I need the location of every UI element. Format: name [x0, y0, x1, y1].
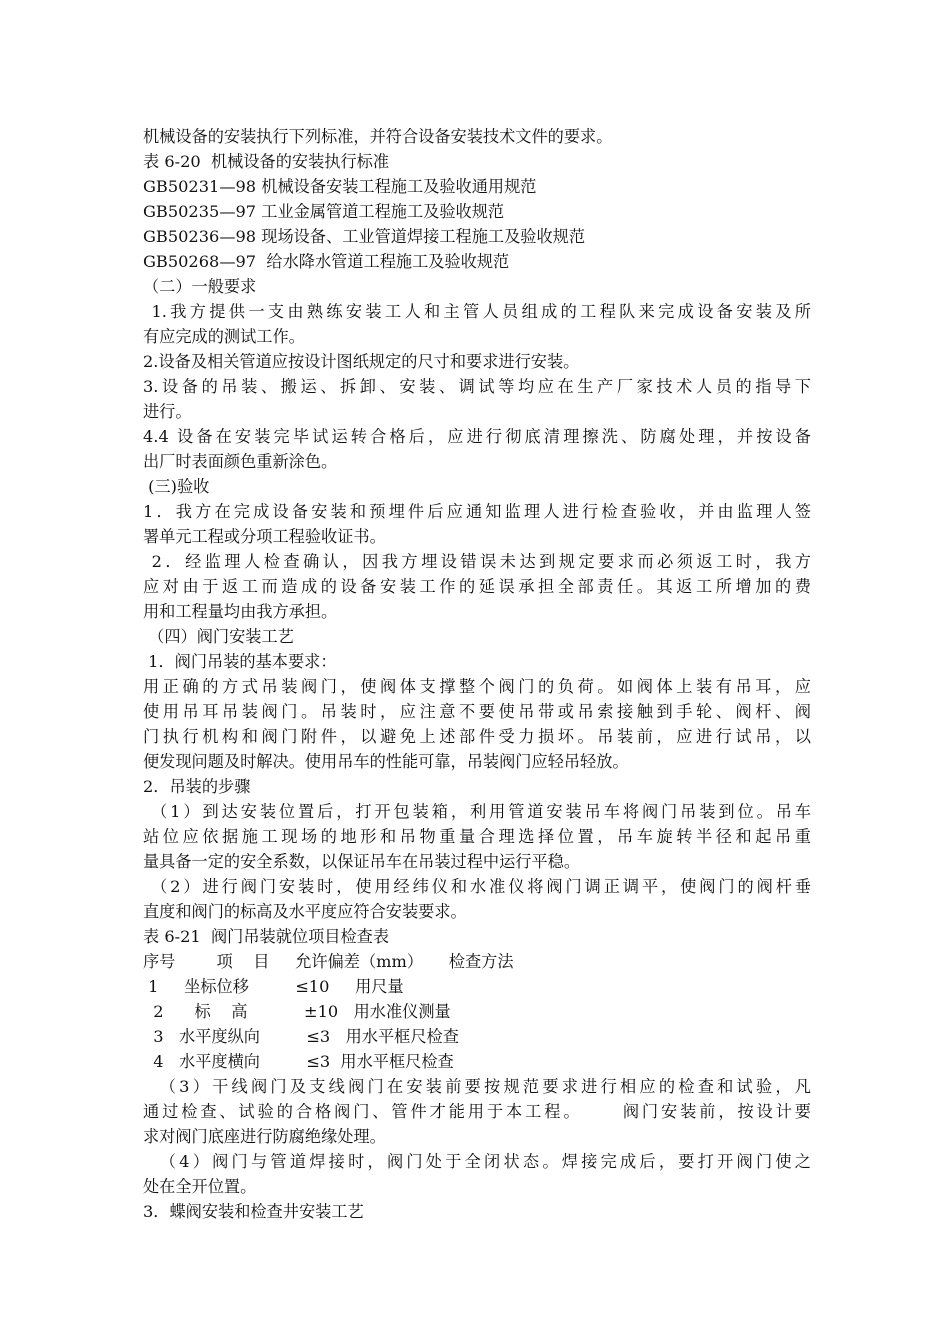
text-line: 通过检查、试验的合格阀门、管件才能用于本工程。 阀门安装前，按设计要: [143, 1102, 811, 1121]
text-line: 4 水平度横向 ≤3 用水平框尺检查: [143, 1052, 454, 1071]
text-line: 3.设备的吊装、搬运、拆卸、安装、调试等均应在生产厂家技术人员的指导下: [143, 377, 811, 396]
text-line: 3．蝶阀安装和检查井安装工艺: [143, 1202, 364, 1221]
text-line: 机械设备的安装执行下列标准，并符合设备安装技术文件的要求。: [143, 127, 613, 146]
text-line: 使用吊耳吊装阀门。吊装时，应注意不要使吊带或吊索接触到手轮、阀杆、阀: [143, 702, 811, 721]
text-line: GB50231—98 机械设备安装工程施工及验收通用规范: [143, 177, 537, 196]
text-line: 便发现问题及时解决。使用吊车的性能可靠，吊装阀门应轻吊轻放。: [143, 752, 629, 771]
text-line: GB50268—97 给水降水管道工程施工及验收规范: [143, 252, 510, 271]
text-line: （二）一般要求: [143, 277, 257, 296]
text-line: (三)验收: [143, 477, 210, 496]
text-line: GB50235—97 工业金属管道工程施工及验收规范: [143, 202, 505, 221]
text-line: 2.设备及相关管道应按设计图纸规定的尺寸和要求进行安装。: [143, 352, 580, 371]
text-line: 表 6-21 阀门吊装就位项目检查表: [143, 927, 390, 946]
text-line: 有应完成的测试工作。: [143, 327, 305, 346]
text-line: 3 水平度纵向 ≤3 用水平框尺检查: [143, 1027, 459, 1046]
text-line: （1）到达安装位置后，打开包装箱，利用管道安装吊车将阀门吊装到位。吊车: [143, 802, 811, 821]
text-line: 2 标 高 ±10 用水准仪测量: [143, 1002, 451, 1021]
text-line: 1.我方提供一支由熟练安装工人和主管人员组成的工程队来完成设备安装及所: [143, 302, 811, 321]
text-line: 站位应依据施工现场的地形和吊物重量合理选择位置，吊车旋转半径和起吊重: [143, 827, 811, 846]
text-line: 用和工程量均由我方承担。: [143, 602, 338, 621]
text-line: 求对阀门底座进行防腐绝缘处理。: [143, 1127, 386, 1146]
text-line: 门执行机构和阀门附件，以避免上述部件受力损坏。吊装前，应进行试吊，以: [143, 727, 811, 746]
text-line: 2．吊装的步骤: [143, 777, 251, 796]
text-line: 处在全开位置。: [143, 1177, 257, 1196]
text-line: 2．经监理人检查确认，因我方埋设错误未达到规定要求而必须返工时，我方: [143, 552, 811, 571]
text-line: 1 坐标位移 ≤10 用尺量: [143, 977, 404, 996]
text-line: 进行。: [143, 402, 192, 421]
text-line: 1．我方在完成设备安装和预埋件后应通知监理人进行检查验收，并由监理人签: [143, 502, 811, 521]
text-line: 应对由于返工而造成的设备安装工作的延误承担全部责任。其返工所增加的费: [143, 577, 811, 596]
text-line: 用正确的方式吊装阀门，使阀体支撑整个阀门的负荷。如阀体上装有吊耳，应: [143, 677, 811, 696]
text-line: 直度和阀门的标高及水平度应符合安装要求。: [143, 902, 467, 921]
text-line: （四）阀门安装工艺: [143, 627, 294, 646]
text-line: 署单元工程或分项工程验收证书。: [143, 527, 386, 546]
text-line: GB50236—98 现场设备、工业管道焊接工程施工及验收规范: [143, 227, 586, 246]
text-line: 量具备一定的安全系数，以保证吊车在吊装过程中运行平稳。: [143, 852, 581, 871]
text-line: 序号 项 目 允许偏差（mm） 检查方法: [143, 952, 514, 971]
text-line: 1．阀门吊装的基本要求：: [143, 652, 337, 671]
text-line: 表 6-20 机械设备的安装执行标准: [143, 152, 390, 171]
text-line: （3）干线阀门及支线阀门在安装前要按规范要求进行相应的检查和试验，凡: [143, 1077, 811, 1096]
text-line: （2）进行阀门安装时，使用经纬仪和水准仪将阀门调正调平，使阀门的阀杆垂: [143, 877, 811, 896]
text-line: （4）阀门与管道焊接时，阀门处于全闭状态。焊接完成后，要打开阀门使之: [143, 1152, 811, 1171]
text-line: 4.4 设备在安装完毕试运转合格后，应进行彻底清理擦洗、防腐处理，并按设备: [143, 427, 811, 446]
text-line: 出厂时表面颜色重新涂色。: [143, 452, 338, 471]
document-page: [143, 124, 811, 1224]
